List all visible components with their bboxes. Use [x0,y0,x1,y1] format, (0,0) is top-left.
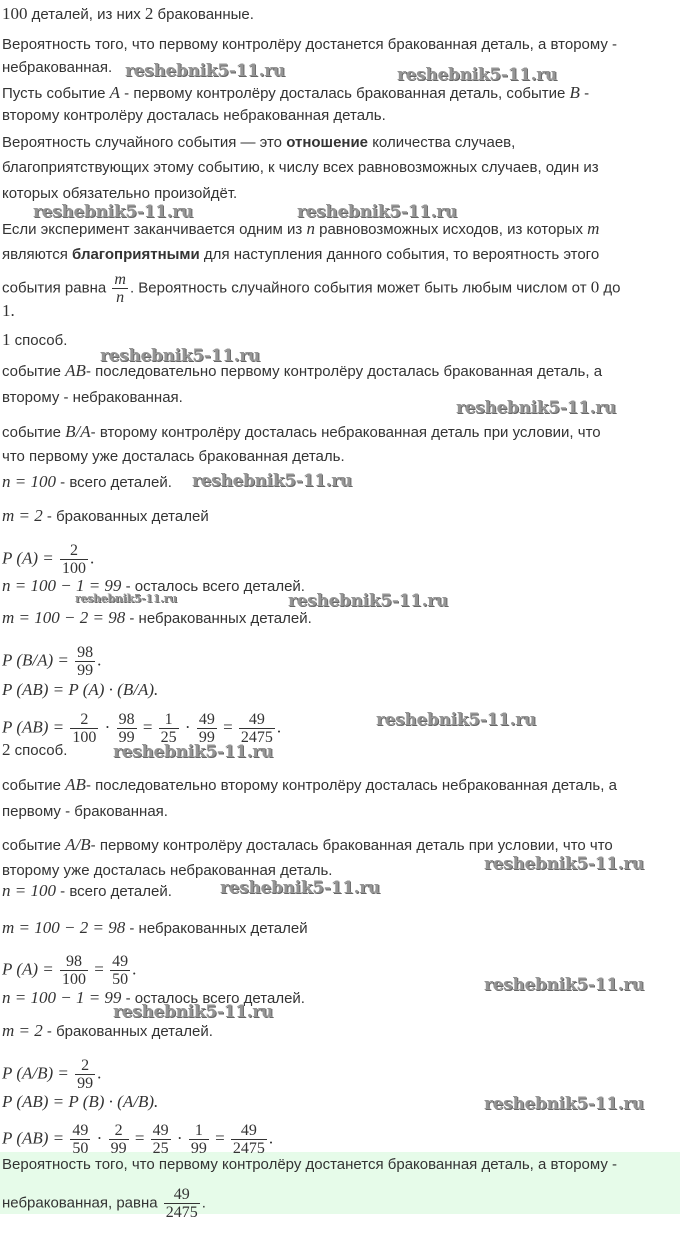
fraction [117,711,137,746]
watermark: reshebnik5-11.ru [397,65,557,85]
numerator: 2 [70,711,98,729]
text-line [2,360,602,382]
watermark: reshebnik5-11.ru [376,710,536,730]
math-expression: n [306,219,315,238]
watermark: reshebnik5-11.ru [113,1002,273,1022]
math: · [100,717,115,737]
math: 0 [590,277,600,297]
text-run: небракованная. [2,59,113,76]
fraction [60,542,88,577]
numerator: 49 [112,953,129,970]
denominator: 99 [77,662,94,679]
math: = [218,717,237,737]
math: = [90,959,109,979]
numerator: m [114,271,126,288]
text-line [2,387,183,409]
math: 100 [2,4,28,23]
text-run: - первому контролёру досталась бракованная деталь, событие [120,85,570,102]
text-run: являются [2,246,73,263]
text-run: - первому контролёру досталась бракованная деталь при условии, что что [90,837,613,854]
numerator: 2 [75,1057,95,1075]
text-run: второму уже досталась небракованная деталь. [2,862,333,879]
math-expression: m = 100 − 2 = 98 [2,608,126,627]
math: . [90,548,95,568]
text-line [2,880,172,902]
text-run: событие [2,837,66,854]
denominator: 99 [198,729,215,746]
text-run: - бракованных деталей [42,508,209,525]
math-expression: n = 100 [2,472,56,491]
math: 1. [2,301,15,320]
text-run: для наступления данного события, то вероятность этого [199,246,600,263]
text-line [2,34,617,56]
math: . [97,1063,102,1083]
text-run: - последовательно первому контролёру досталась бракованная деталь, а [85,363,603,380]
math: 2 [144,4,154,23]
math-expression: AB [65,775,86,794]
text-run: . [201,1194,206,1212]
text-run: Пусть событие [2,85,110,102]
text-line [2,271,621,306]
math-expression: m = 100 − 2 = 98 [2,918,126,937]
math: = [210,1128,229,1148]
text-run: Вероятность того, что первому контролёру достанется бракованная деталь, а второму - [2,1156,618,1173]
fraction [239,711,275,746]
denominator: 25 [152,1140,169,1157]
math-expression: P (AB) = P (B) · (A/B). [2,1092,159,1111]
numerator: 1 [189,1122,209,1140]
text-run: событие [2,363,66,380]
text-line [2,953,137,988]
denominator: 2475 [165,1204,198,1221]
text-run: Вероятность случайного события — это [2,134,287,151]
text-run: до [599,279,621,297]
text-run: количества случаев, [368,134,516,151]
denominator: 99 [118,729,135,746]
denominator: 2475 [232,1140,265,1157]
text-line [2,1057,102,1092]
text-run: что первому уже досталась бракованная деталь. [2,448,345,465]
math-expression: B [569,83,580,102]
text-line [2,244,599,266]
fraction [75,644,95,679]
watermark: reshebnik5-11.ru [125,61,285,81]
watermark: reshebnik5-11.ru [100,346,260,366]
text-run: способ. [10,332,68,349]
math: · [92,1128,107,1148]
text-line [2,607,312,629]
text-run: второму - небракованная. [2,389,183,406]
math-expression: m = 2 [2,506,43,525]
watermark: reshebnik5-11.ru [484,854,644,874]
text-line [2,542,95,577]
text-run: - последовательно второму контролёру досталась небракованная деталь, а [85,777,617,794]
denominator: 100 [62,560,87,577]
text-line [2,1154,617,1176]
text-line [2,132,515,154]
math: 1 [2,330,11,349]
watermark: reshebnik5-11.ru [484,1094,644,1114]
math-expression: P (A/B) = [2,1063,74,1083]
math: . [268,1128,274,1148]
math-expression: P (A) = [2,548,59,568]
text-line [2,57,112,79]
numerator: 49 [164,1186,200,1204]
math-expression: A [109,83,120,102]
watermark: reshebnik5-11.ru [288,591,448,611]
text-run: - бракованных деталей. [42,1023,213,1040]
numerator: 2 [60,542,88,560]
numerator: 49 [152,1122,169,1139]
bold-term: благоприятными [72,246,200,263]
numerator: 49 [231,1122,267,1140]
text-run: равновозможных исходов, из которых [314,221,588,238]
text-run: событие [2,424,66,441]
fraction [70,1122,90,1157]
text-line [2,917,308,939]
denominator: n [116,289,125,306]
text-run: - всего деталей. [55,883,172,900]
numerator: 2 [109,1122,129,1140]
math-expression: A/B [65,835,91,854]
math-expression: P (A) = [2,959,59,979]
math-expression: P (AB) = [2,1128,69,1148]
watermark: reshebnik5-11.ru [192,471,352,491]
math: . [132,959,137,979]
denominator: 2475 [240,729,273,746]
denominator: 25 [160,729,177,746]
text-run: - второму контролёру досталась небракованная деталь при условии, что [90,424,601,441]
numerator: 98 [118,711,135,728]
text-run: - небракованных деталей [125,920,308,937]
denominator: 100 [62,971,87,988]
text-run: благоприятствующих этому событию, к числу всех равновозможных случаев, один из [2,159,599,176]
math-expression: B/A [65,422,91,441]
fraction [75,1057,95,1092]
fraction [109,1122,129,1157]
text-run: Если эксперимент заканчивается одним из [2,221,307,238]
text-line [2,644,102,679]
text-run: которых обязательно произойдёт. [2,185,238,202]
denominator: 99 [190,1140,207,1157]
text-line [2,801,168,823]
text-line [2,300,15,322]
math: = [138,717,157,737]
text-line [2,711,282,746]
math-expression: m = 2 [2,1021,43,1040]
math: 2 [2,740,11,759]
math-expression: P (AB) = [2,717,69,737]
text-run: Вероятность того, что первому контролёру достанется бракованная деталь, а второму - [2,36,618,53]
text-line [2,505,209,527]
watermark: reshebnik5-11.ru [484,975,644,995]
text-run: - осталось всего деталей. [121,578,305,595]
text-line [2,3,254,25]
text-run: деталей, из них [27,6,145,23]
watermark: reshebnik5-11.ru [33,202,193,222]
math-expression: n = 100 − 1 = 99 [2,576,122,595]
math-expression: m [587,219,600,238]
text-run: способ. [10,742,68,759]
text-line [2,471,172,493]
text-run: небракованная, равна [2,1194,162,1212]
watermark: reshebnik5-11.ru [297,202,457,222]
text-run: - [579,85,590,102]
text-run: - осталось всего деталей. [121,990,305,1007]
text-run: . Вероятность случайного события может быть любым числом от [129,279,591,297]
fraction [164,1186,200,1221]
math: · [180,717,195,737]
text-line [2,157,599,179]
text-line [2,1186,206,1221]
text-line [2,774,617,796]
math: . [276,717,282,737]
text-line [2,446,345,468]
fraction [189,1122,209,1157]
text-line [2,1122,274,1157]
text-run: второму контролёру досталась небракованная деталь. [2,107,386,124]
text-line [2,82,589,104]
numerator: 1 [159,711,179,729]
math: . [97,650,102,670]
math-expression: AB [65,361,86,380]
numerator: 98 [77,644,94,661]
math: · [172,1128,187,1148]
text-line [2,739,67,761]
math-expression: n = 100 [2,881,56,900]
numerator: 49 [72,1122,89,1139]
text-run: бракованные. [153,6,254,23]
watermark: reshebnik5-11.ru [113,742,273,762]
text-line [2,679,158,701]
text-line [2,834,613,856]
text-line [2,1091,158,1113]
watermark: reshebnik5-11.ru [220,878,380,898]
denominator: 99 [77,1075,94,1092]
fraction [197,711,217,746]
text-line [2,1020,213,1042]
fraction [60,953,88,988]
bold-term: отношение [286,134,369,151]
text-run: события равна [2,279,111,297]
text-line [2,421,601,443]
watermark: reshebnik5-11.ru [75,592,177,605]
math-expression: n = 100 − 1 = 99 [2,988,122,1007]
math-expression: P (AB) = P (A) · (B/A). [2,680,159,699]
denominator: 50 [112,971,129,988]
text-run: событие [2,777,66,794]
text-run: - небракованных деталей. [125,610,312,627]
watermark: reshebnik5-11.ru [456,398,616,418]
fraction [70,711,98,746]
fraction [151,1122,171,1157]
denominator: 50 [72,1140,89,1157]
text-line [2,105,386,127]
numerator: 49 [239,711,275,729]
text-line [2,329,67,351]
text-run: - всего деталей. [55,474,172,491]
math-expression: P (B/A) = [2,650,74,670]
fraction [231,1122,267,1157]
denominator: 99 [110,1140,127,1157]
fraction [112,271,128,306]
numerator: 49 [198,711,215,728]
fraction [159,711,179,746]
denominator: 100 [72,729,97,746]
math: = [130,1128,149,1148]
numerator: 98 [60,953,88,971]
text-run: первому - бракованная. [2,803,168,820]
fraction [110,953,130,988]
